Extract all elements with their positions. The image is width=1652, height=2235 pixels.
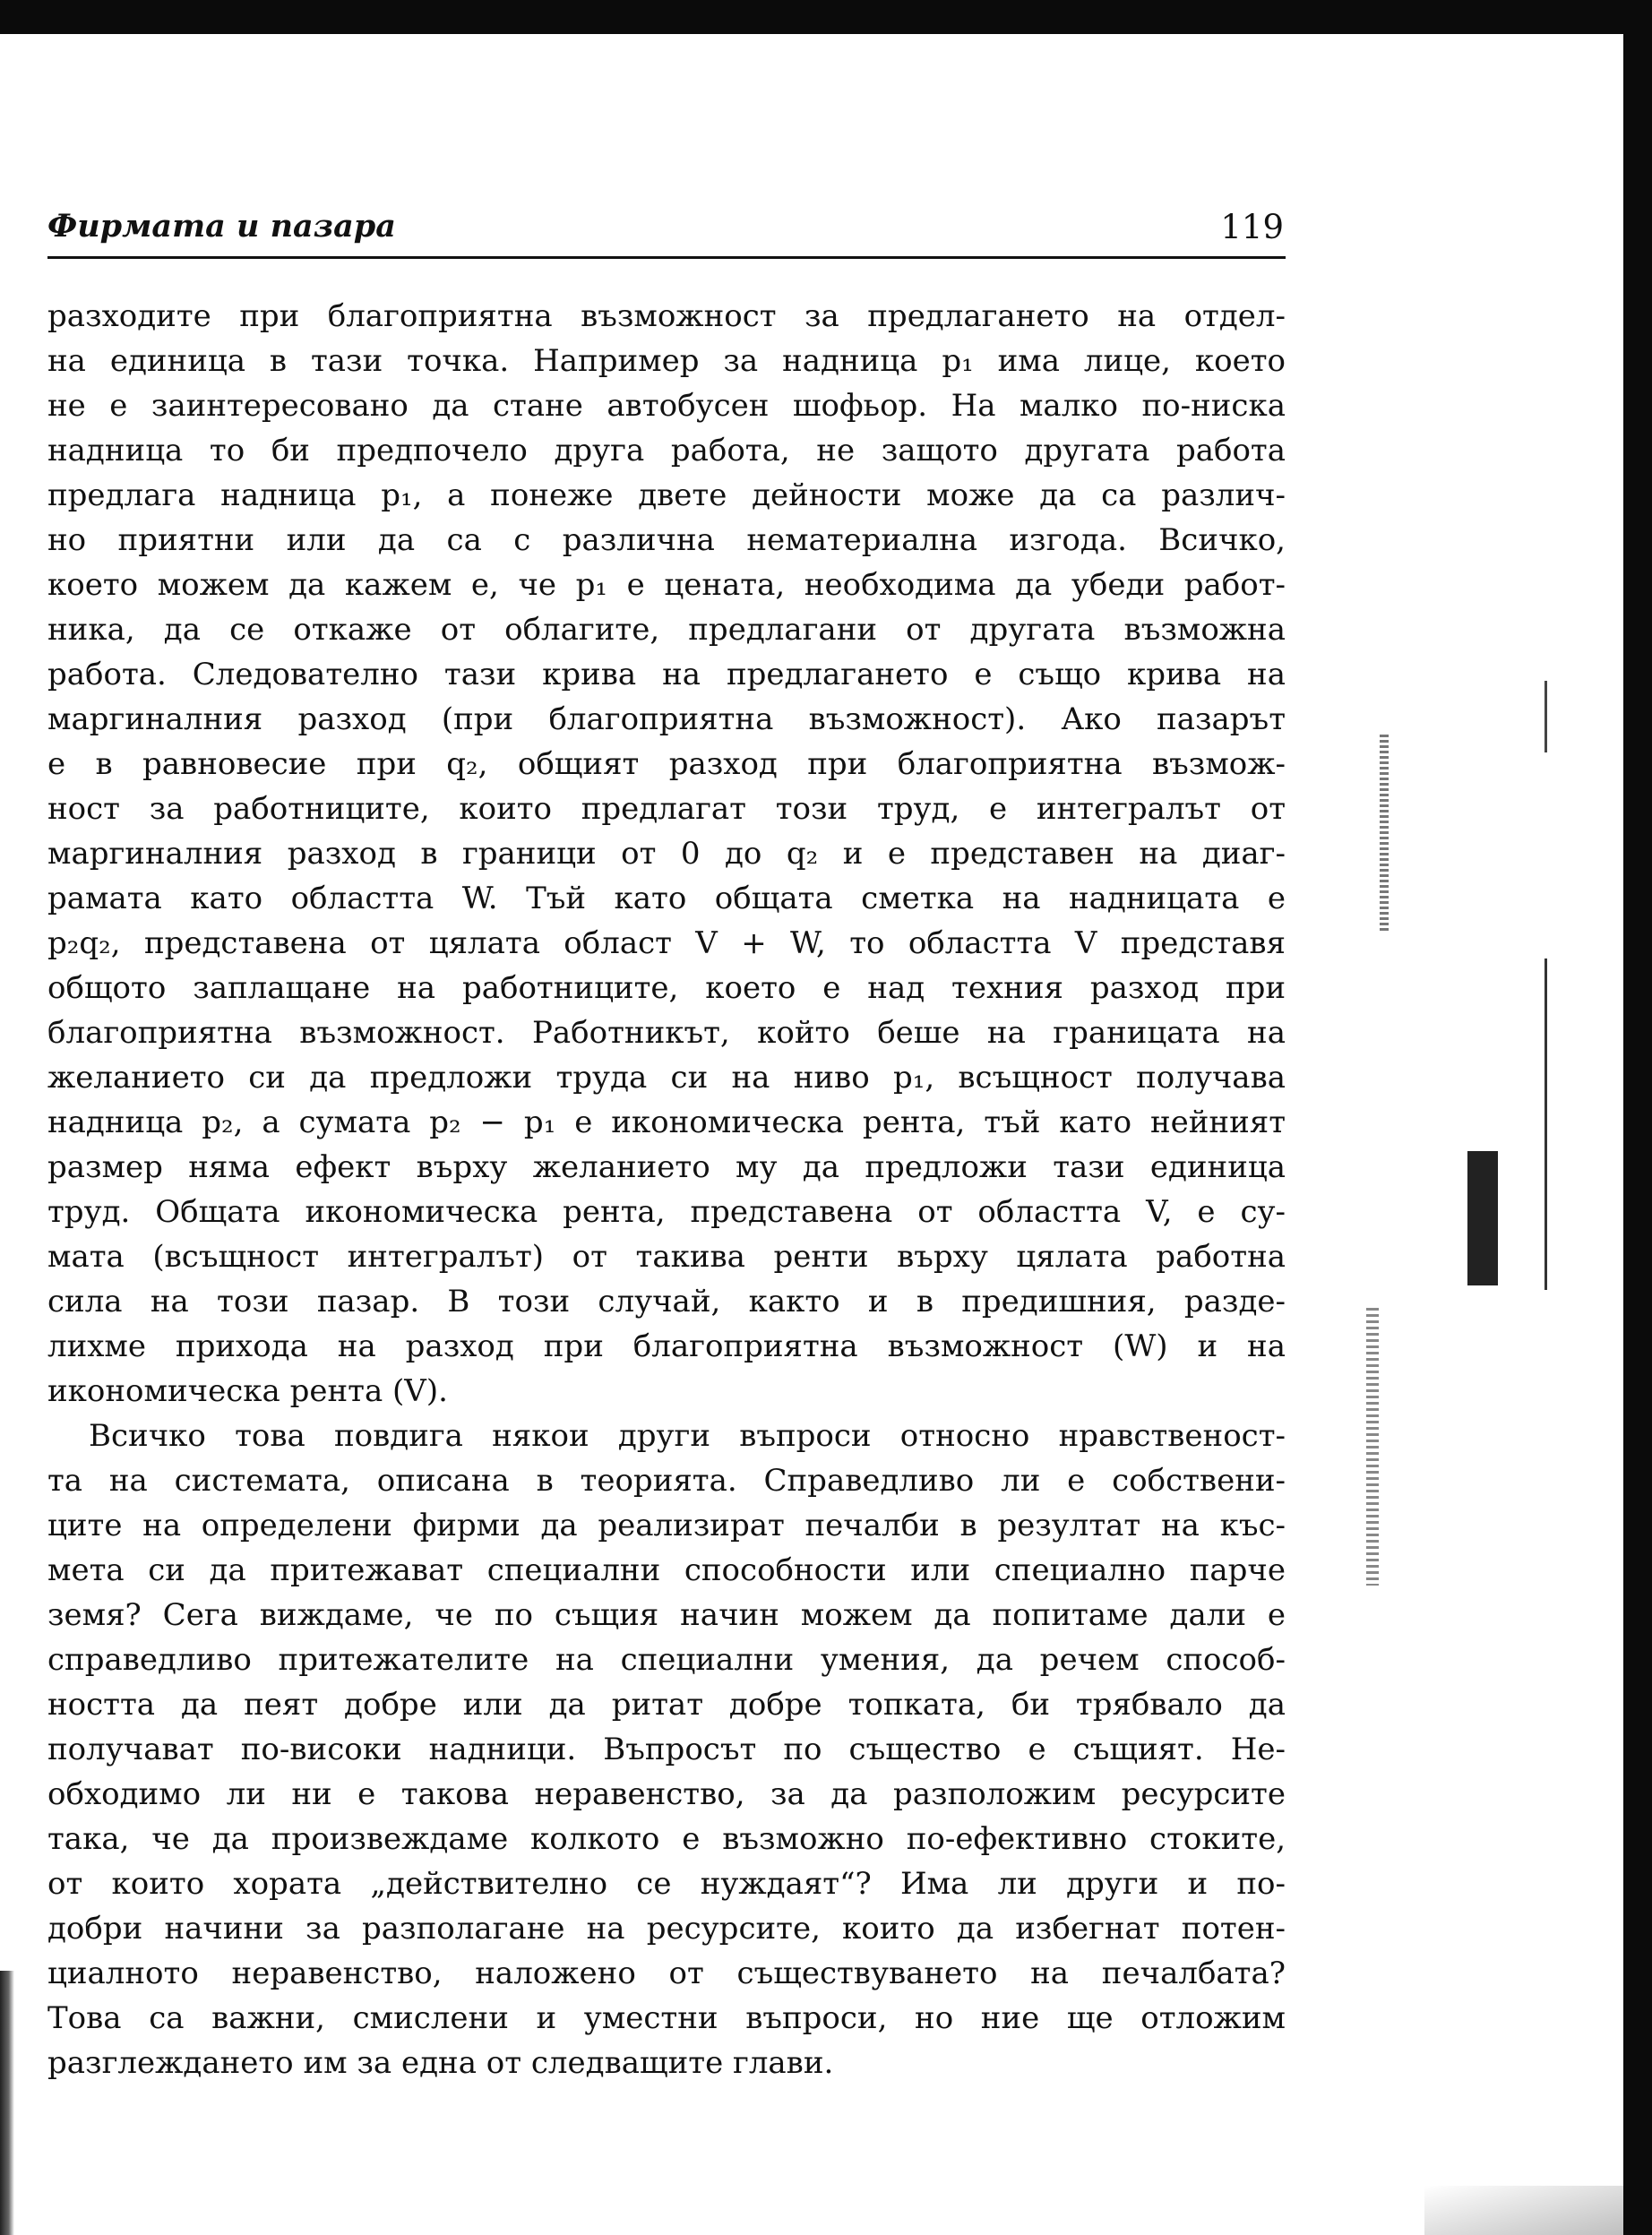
text-line: желанието си да предложи труда си на ниво p₁, всъщност получава xyxy=(47,1060,1286,1096)
text-line: работа. Следователно тази крива на предлагането е също крива на xyxy=(47,657,1286,692)
text-line: получават по-високи надници. Въпросът по същество е същият. Не- xyxy=(47,1732,1286,1767)
text-line: което можем да кажем е, че p₁ е цената, необходима да убеди работ- xyxy=(47,567,1286,603)
text-line: ника, да се откаже от облагите, предлагани от другата възможна xyxy=(47,612,1286,648)
text-line: справедливо притежателите на специални умения, да речем способ- xyxy=(47,1642,1286,1678)
text-line: труд. Общата икономическа рента, представена от областта V, е су- xyxy=(47,1194,1286,1230)
text-line: от които хората „действително се нуждаят“? Има ли други и по- xyxy=(47,1866,1286,1902)
text-line: надница p₂, а сумата p₂ − p₁ е икономическа рента, тъй като нейният xyxy=(47,1105,1286,1140)
scan-artifact xyxy=(1544,958,1547,1290)
header-rule xyxy=(47,256,1286,259)
text-line: предлага надница p₁, а понеже двете дейности може да са различ- xyxy=(47,477,1286,513)
page-number: 119 xyxy=(1220,208,1284,246)
scan-corner-shadow xyxy=(1424,2186,1623,2235)
text-line: на единица в тази точка. Например за надница p₁ има лице, което xyxy=(47,343,1286,379)
text-line: но приятни или да са с различна нематериална изгода. Всичко, xyxy=(47,522,1286,558)
text-line: добри начини за разполагане на ресурсите, които да избегнат потен- xyxy=(47,1911,1286,1947)
paragraph xyxy=(47,1414,1286,2085)
text-line: мета си да притежават специални способности или специално парче xyxy=(47,1552,1286,1588)
text-line: маргиналния разход (при благоприятна възможност). Ако пазарът xyxy=(47,701,1286,737)
scan-right-border xyxy=(1623,0,1652,2235)
scan-artifact xyxy=(1366,1308,1379,1586)
body-text xyxy=(47,294,1286,2085)
text-line: ността да пеят добре или да ритат добре топката, би трябвало да xyxy=(47,1687,1286,1723)
scan-top-border xyxy=(0,0,1652,34)
text-line: общото заплащане на работниците, което е над техния разход при xyxy=(47,970,1286,1006)
text-line: ците на определени фирми да реализират печалби в резултат на къс- xyxy=(47,1508,1286,1543)
text-line: размер няма ефект върху желанието му да предложи тази единица xyxy=(47,1149,1286,1185)
running-head xyxy=(47,208,1284,258)
text-line: благоприятна възможност. Работникът, който беше на границата на xyxy=(47,1015,1286,1051)
chapter-title: Фирмата и пазара xyxy=(47,208,396,245)
text-line: лихме прихода на разход при благоприятна възможност (W) и на xyxy=(47,1328,1286,1364)
text-line: не е заинтересовано да стане автобусен шофьор. На малко по-ниска xyxy=(47,388,1286,424)
text-line: обходимо ли ни е такова неравенство, за да разположим ресурсите xyxy=(47,1776,1286,1812)
text-line: ност за работниците, които предлагат този труд, е интегралът от xyxy=(47,791,1286,827)
scan-artifact xyxy=(1380,735,1389,932)
text-line: Това са важни, смислени и уместни въпроси, но ние ще отложим xyxy=(47,2000,1286,2036)
text-line: мата (всъщност интегралът) от такива ренти върху цялата работна xyxy=(47,1239,1286,1275)
text-line: сила на този пазар. В този случай, както и в предишния, разде- xyxy=(47,1284,1286,1320)
text-line: така, че да произвеждаме колкото е възможно по-ефективно стоките, xyxy=(47,1821,1286,1857)
text-line: разглеждането им за една от следващите глави. xyxy=(47,2045,834,2081)
text-line: разходите при благоприятна възможност за предлагането на отдел- xyxy=(47,298,1286,334)
text-line: p₂q₂, представена от цялата област V + W, то областта V представя xyxy=(47,925,1286,961)
text-line: надница то би предпочело друга работа, не защото другата работа xyxy=(47,433,1286,468)
text-line: рамата като областта W. Тъй като общата сметка на надницата е xyxy=(47,881,1286,916)
paragraph xyxy=(47,294,1286,1414)
text-line: е в равновесие при q₂, общият разход при благоприятна възмож- xyxy=(47,746,1286,782)
scan-artifact xyxy=(1467,1151,1498,1285)
scan-left-shadow xyxy=(0,1971,14,2235)
text-line: земя? Сега виждаме, че по същия начин можем да попитаме дали е xyxy=(47,1597,1286,1633)
text-line: та на системата, описана в теорията. Справедливо ли е собствени- xyxy=(47,1463,1286,1499)
text-line: Всичко това повдига някои други въпроси относно нравственост- xyxy=(89,1418,1286,1454)
text-line: циалното неравенство, наложено от съществуването на печалбата? xyxy=(47,1956,1286,1991)
scan-artifact xyxy=(1544,681,1547,752)
text-line: икономическа рента (V). xyxy=(47,1373,448,1409)
text-line: маргиналния разход в граници от 0 до q₂ и е представен на диаг- xyxy=(47,836,1286,872)
